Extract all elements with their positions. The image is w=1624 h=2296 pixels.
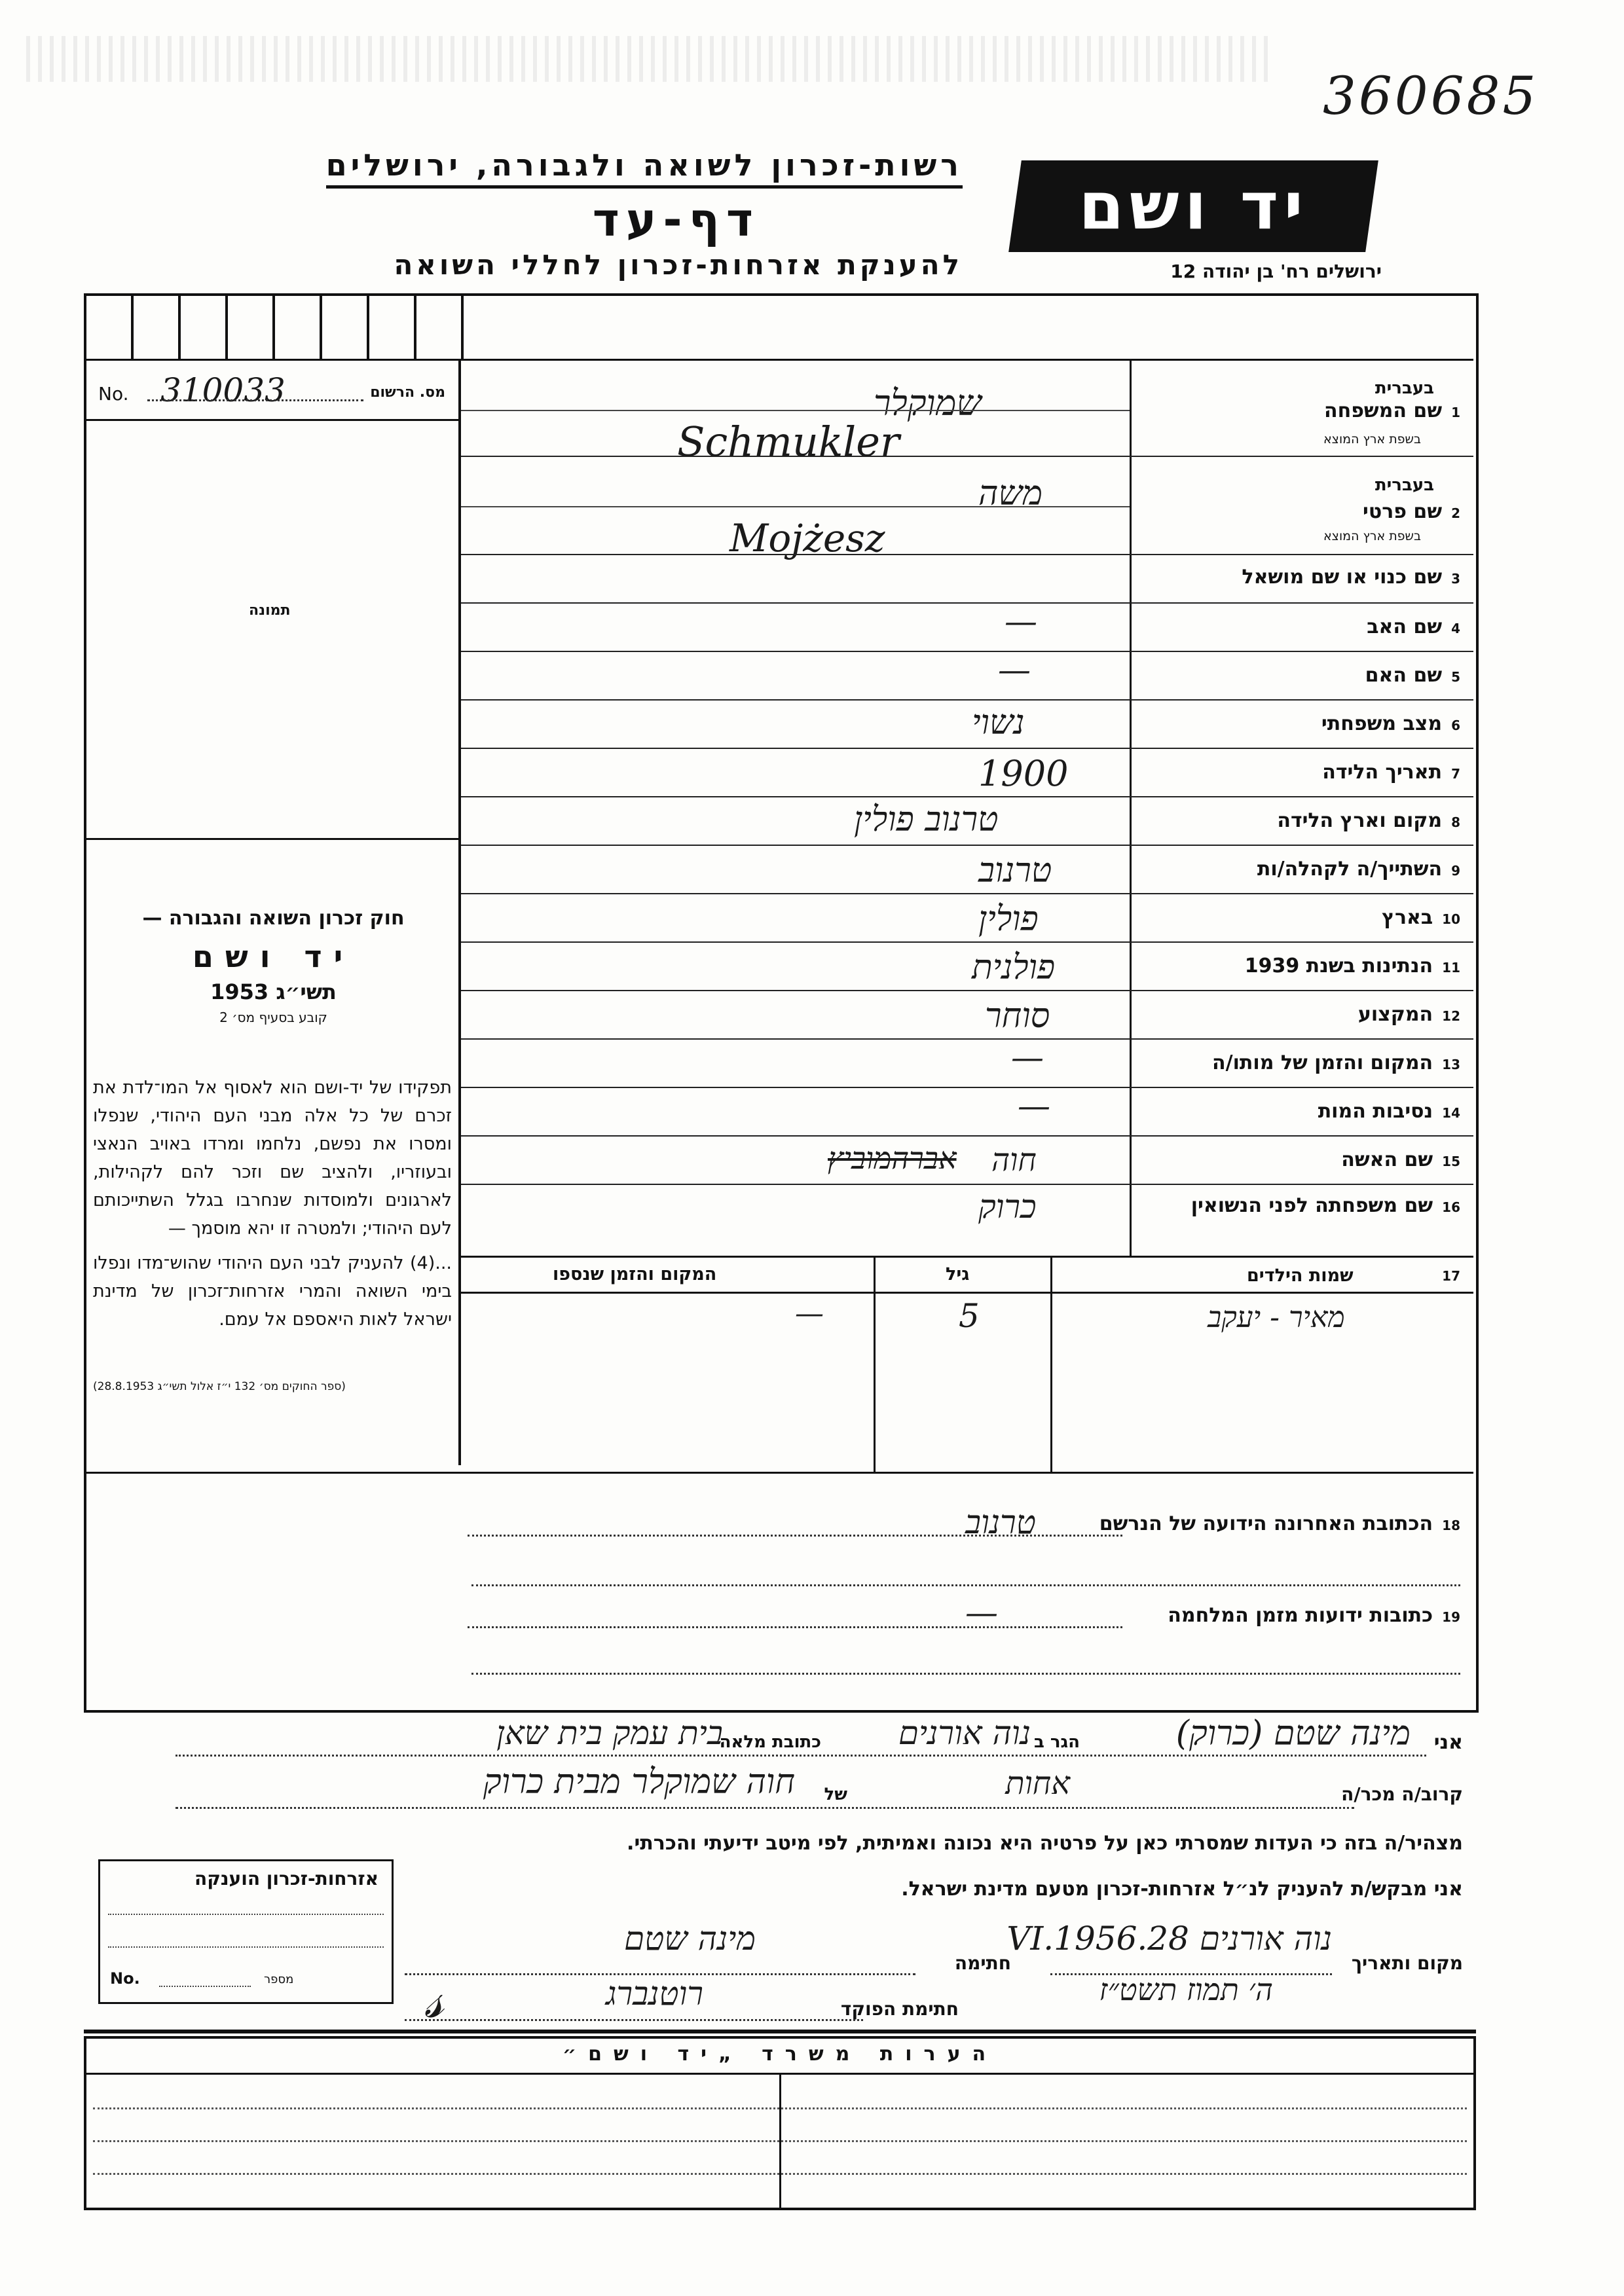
maiden-name-num: 16 [1442, 1199, 1460, 1215]
field-birth-date [461, 748, 1473, 796]
community-label-text: השתייך/ה לקהלה/ות [1257, 858, 1443, 881]
of-label: של [824, 1785, 847, 1804]
family-name-sub-heb: בעברית [1375, 378, 1434, 398]
memorial-box-line-1 [108, 1914, 384, 1915]
declaration-line-2 [175, 1807, 1354, 1809]
maiden-name-label [1191, 1194, 1460, 1217]
birth-place-value: טרנוב פולין [854, 800, 999, 839]
field-war-addresses [461, 1594, 1473, 1637]
field-wife-name [461, 1135, 1473, 1184]
nickname-num: 3 [1451, 571, 1460, 587]
notes-line [93, 2173, 1467, 2175]
registration-heb-label: מס. הרשום [370, 384, 445, 401]
law-section-ref: קובע בסעיף מס׳ 2 [219, 1010, 327, 1025]
address-value: בית עמק בית שאן [496, 1714, 723, 1752]
child-names-value: מאיר - יעקב [1208, 1301, 1345, 1334]
field-birth-place [461, 796, 1473, 845]
family-name-sub-origin: בשפת ארץ המוצא [1323, 432, 1421, 446]
signature-value: מינה שטם [623, 1920, 756, 1958]
memorial-box-no-label: No. [110, 1969, 140, 1988]
death-circumstances-num: 14 [1442, 1105, 1460, 1121]
yad-vashem-logo [1008, 160, 1378, 252]
place-date-value: נוה אורנים 28.VI.1956 [1006, 1920, 1332, 1958]
field-occupation [461, 990, 1473, 1038]
death-place-time-value: — [1011, 1038, 1044, 1076]
registration-value: 310033 [160, 371, 286, 409]
war-addresses-label [1168, 1604, 1460, 1627]
country-label-text: בארץ [1382, 906, 1433, 929]
war-addresses-value: — [965, 1594, 998, 1631]
war-addresses-num: 19 [1442, 1609, 1460, 1625]
field-nickname [461, 554, 1473, 602]
birth-date-label-text: תאריך הלידה [1322, 761, 1443, 784]
birth-date-value: 1900 [978, 753, 1069, 794]
place-date-heb-value: ה׳ תמוז תשט״ז [1099, 1972, 1273, 2007]
birth-place-num: 8 [1451, 814, 1460, 830]
logo-address: ירושלים רח' בן יהודה 12 [1170, 261, 1382, 282]
declaration-statement: מצהיר/ה בזה כי העדות שמסרתי כאן על פרטיה היא נכונה ואמיתית, לפי מיטב ידיעתי והכרתי. [627, 1832, 1463, 1855]
father-name-label-text: שם האב [1367, 615, 1443, 638]
birth-place-label-text: מקום וארץ הלידה [1277, 809, 1443, 832]
declarant-name: מינה שטם (כרוק) [1175, 1714, 1411, 1753]
wife-name-label-text: שם האשה [1341, 1148, 1433, 1171]
father-name-value: — [1005, 602, 1037, 640]
marital-status-num: 6 [1451, 718, 1460, 733]
declaration-line-1 [175, 1755, 1426, 1757]
mother-name-value: — [998, 651, 1031, 689]
country-num: 10 [1442, 911, 1460, 927]
family-name-origin-value: Schmukler [677, 418, 900, 465]
wife-name-num: 15 [1442, 1154, 1460, 1169]
children-bottom-line [86, 1472, 1473, 1474]
child-age-value: 5 [959, 1297, 980, 1335]
death-place-time-label [1212, 1051, 1460, 1074]
field-maiden-name [461, 1184, 1473, 1232]
marital-status-label [1321, 712, 1460, 735]
field-family-name [1130, 359, 1473, 456]
community-num: 9 [1451, 863, 1460, 879]
war-addresses-label-text: כתובות ידועות מזמן המלחמה [1168, 1604, 1433, 1627]
first-name-num: 2 [1451, 505, 1460, 521]
war-addresses-dots [468, 1626, 1122, 1628]
field-death-place-time [461, 1038, 1473, 1087]
father-name-num: 4 [1451, 621, 1460, 636]
first-name-label [1363, 500, 1460, 523]
marital-status-label-text: מצב משפחתי [1321, 712, 1443, 735]
relative-of-value: חוה שמוקלר מבית כרוק [483, 1762, 795, 1802]
children-header-line [461, 1292, 1473, 1294]
mother-name-label-text: שם האם [1365, 664, 1443, 687]
field-marital-status [461, 699, 1473, 748]
officer-signature-value: רוטנברג [606, 1975, 703, 2013]
last-address-label [1099, 1512, 1460, 1535]
address-label: כתובת מלאה [719, 1732, 821, 1752]
wife-name-label [1341, 1148, 1460, 1171]
citizenship-num: 11 [1442, 960, 1460, 975]
mother-name-label [1365, 664, 1460, 687]
country-label [1382, 906, 1460, 929]
marital-status-value: נשוי [972, 703, 1025, 742]
law-year: תשי״ג 1953 [210, 979, 337, 1004]
occupation-label [1358, 1003, 1460, 1026]
death-circumstances-value: — [1018, 1087, 1050, 1125]
field-community [461, 845, 1473, 893]
death-place-time-label-text: המקום והזמן של מותו/ה [1212, 1051, 1433, 1074]
citizenship-value: פולנית [972, 948, 1056, 987]
last-address-dots-2 [471, 1584, 1460, 1586]
citizenship-label-text: הנתינות בשנת 1939 [1244, 955, 1433, 977]
notes-top-line [84, 2030, 1476, 2033]
last-address-label-text: הכתובת האחרונה הידועה של הנרשם [1099, 1512, 1433, 1535]
first-name-heb-value: משה [978, 474, 1043, 513]
children-table [461, 1256, 1473, 1474]
registration-row [98, 371, 445, 409]
field-father-name [461, 602, 1473, 651]
field-last-address [461, 1503, 1473, 1545]
birth-place-label [1277, 809, 1460, 832]
top-edge-noise [26, 36, 1270, 82]
children-num: 17 [1442, 1268, 1460, 1284]
family-name-label [1324, 399, 1460, 422]
children-col-names: שמות הילדים [1247, 1266, 1354, 1286]
form-subtitle: להענקת אזרחות-זכרון לחללי השואה [394, 249, 963, 281]
first-name-origin-value: Mojżesz [729, 516, 885, 560]
last-address-value: טרנוב [965, 1503, 1036, 1541]
memorial-box-line-2 [108, 1946, 384, 1948]
maiden-name-label-text: שם משפחתה לפני הנשואין [1190, 1194, 1433, 1217]
mother-name-num: 5 [1451, 669, 1460, 685]
father-name-label [1367, 615, 1460, 638]
nickname-label-text: שם כנוי או שם מושאל [1242, 566, 1443, 589]
signature-label: חתימה [954, 1952, 1011, 1974]
citizenship-label [1245, 955, 1460, 977]
memorial-box-title: אזרחות-זכרון הוענקה [194, 1868, 378, 1889]
last-address-dots [468, 1535, 1122, 1537]
declaration-request: אני מבקש/ת להעניק לנ״ל אזרחות-זכרון מטעם מדינת ישראל. [901, 1878, 1463, 1901]
first-name-label-text: שם פרטי [1362, 500, 1443, 523]
law-title: חוק זכרון השואה והגבורה — [142, 907, 405, 930]
field-death-circumstances [461, 1087, 1473, 1135]
wife-name-value: חוה [991, 1142, 1037, 1178]
children-col-place: המקום והזמן שנספו [553, 1264, 717, 1285]
occupation-value: סוחר [985, 996, 1050, 1036]
children-col-divider-1 [874, 1258, 876, 1474]
law-name: יד ושם [192, 939, 355, 974]
wife-name-struck-value: אברהמוביץ [828, 1140, 957, 1176]
code-cells [86, 296, 466, 359]
children-col-divider-2 [1050, 1258, 1052, 1474]
first-name-sub-heb: בעברית [1375, 475, 1434, 495]
field-mother-name [461, 651, 1473, 699]
children-col-age: גיל [946, 1264, 970, 1285]
registration-dots [147, 399, 363, 401]
community-value: טרנוב [978, 851, 1052, 890]
officer-signature-line [405, 2019, 863, 2021]
maiden-name-value: כרוק [978, 1188, 1037, 1226]
notes-box [84, 2036, 1476, 2210]
logo-text: יד ושם [1079, 168, 1308, 244]
memorial-box-number-label: מספר [264, 1973, 294, 1986]
death-circumstances-label-text: נסיבות המות [1318, 1100, 1433, 1123]
death-place-time-num: 13 [1442, 1057, 1460, 1072]
law-paragraph-1: תפקידו של יד-ושם הוא לאסוף אל המו־לדת את זכרם של כל אלה מבני העם היהודי, שנפלו ומסרו את נפשם, נלחמו ומרדו באויב הנאצי ובעוזריו, ולהציב שם וזכר להם לקהילות, לארגונים ולמוסדות שנחרבו בגלל השתייכותם לעם היהודי; ולמטרה זו יהא מוסמך — [93, 1078, 452, 1239]
notes-line [93, 2140, 1467, 2142]
birth-date-num: 7 [1451, 766, 1460, 782]
memorial-box-number-line [159, 1986, 251, 1987]
photo-label: תמונה [249, 602, 291, 619]
occupation-num: 12 [1442, 1008, 1460, 1024]
nickname-label [1242, 566, 1460, 589]
archive-number: 360685 [1323, 65, 1539, 126]
relation-value: אחות [1005, 1765, 1070, 1802]
last-address-num: 18 [1442, 1518, 1460, 1533]
form-title: דף-עד [592, 193, 760, 247]
row-line [461, 506, 1130, 507]
death-circumstances-label [1318, 1100, 1460, 1123]
community-label [1257, 858, 1460, 881]
photo-area-line [86, 419, 458, 421]
officer-initials: 𝓈 [424, 1969, 444, 2030]
country-value: פולין [978, 900, 1039, 939]
law-block [98, 907, 449, 1025]
row-line [461, 410, 1130, 411]
resides-label: הגר ב [1033, 1732, 1080, 1752]
resides-value: נוה אורנים [898, 1714, 1031, 1752]
child-place-value: — [795, 1297, 824, 1330]
place-date-label: מקום ותאריך [1351, 1952, 1463, 1974]
first-name-sub-origin: בשפת ארץ המוצא [1323, 529, 1421, 543]
family-name-num: 1 [1451, 405, 1460, 420]
law-text-body [93, 1074, 452, 1401]
family-name-heb-value: שמוקלר [874, 382, 982, 424]
law-citation: (ספר החוקים מס׳ 132 י״ז אלול תשי״ג 28.8.1953) [93, 1380, 346, 1393]
memorial-citizenship-box [98, 1859, 394, 2004]
notes-line [93, 2107, 1467, 2109]
fields-table [461, 359, 1473, 1256]
declaration-ani-label: אני [1433, 1731, 1463, 1754]
officer-signature-label: חתימת הפוקד [840, 1998, 959, 2020]
relative-label: קרוב/ה מכר/ה [1341, 1783, 1463, 1805]
law-paragraph-2: ...(4) להעניק לבני העם היהודי שהוש־מדו ונפלו בימי השואה והמרי אזרחות־זכרון של מדינת ישראל לאות היאספם אל עמם. [93, 1253, 452, 1330]
family-name-label-text: שם המשפחה [1323, 399, 1443, 422]
field-citizenship [461, 941, 1473, 990]
registration-no-label: No. [98, 383, 129, 405]
birth-date-label [1322, 761, 1460, 784]
occupation-label-text: המקצוע [1357, 1003, 1433, 1026]
field-country [461, 893, 1473, 941]
field-first-name [1130, 456, 1473, 554]
notes-header: הערות משרד „יד ושם״ [562, 2043, 998, 2066]
photo-area-bottom [86, 838, 458, 840]
authority-title: רשות-זכרון לשואה ולגבורה, ירושלים [326, 147, 963, 189]
war-addresses-dots-2 [471, 1673, 1460, 1675]
